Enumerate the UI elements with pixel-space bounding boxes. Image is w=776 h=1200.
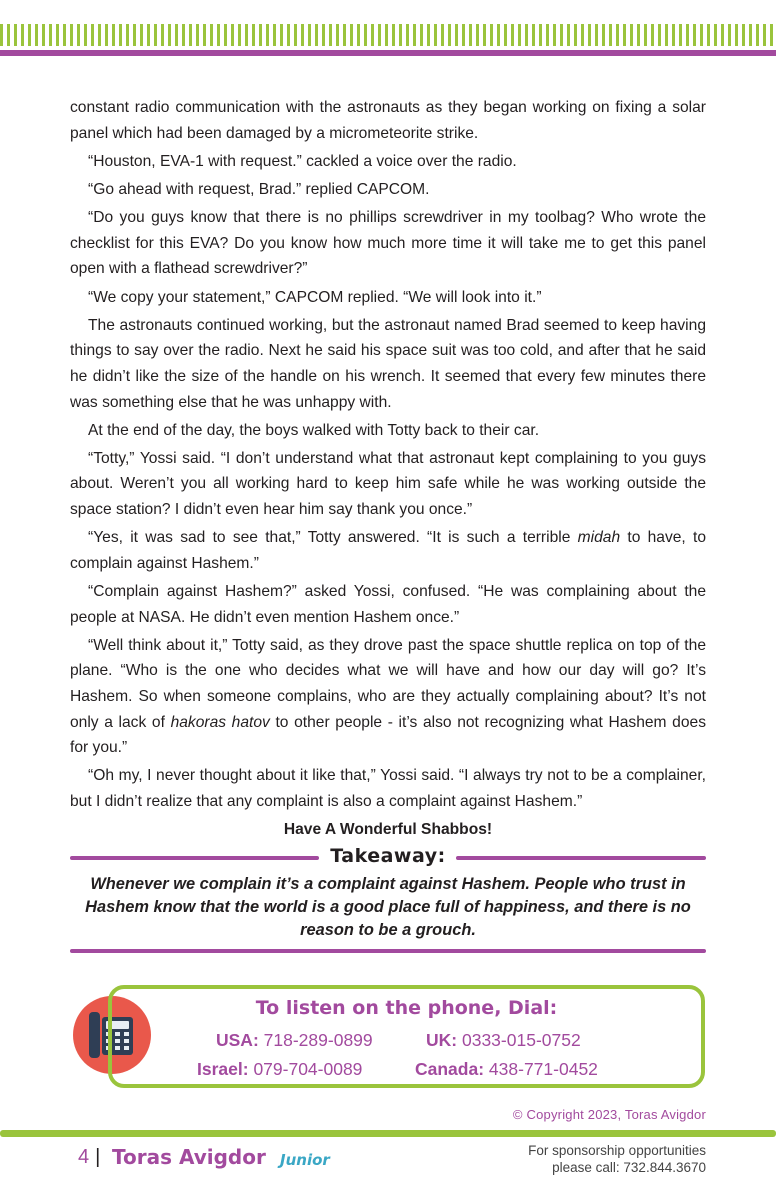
phone-number: 0333-015-0752	[461, 1030, 581, 1050]
story-paragraph: “Houston, EVA-1 with request.” cackled a voice over the radio.	[88, 152, 517, 170]
page-separator: |	[95, 1146, 101, 1168]
story-paragraph	[70, 525, 706, 576]
story-text	[70, 95, 706, 845]
takeaway-section	[70, 845, 706, 953]
country-label: Canada:	[415, 1059, 485, 1079]
footer-rule	[0, 1130, 776, 1137]
story-italic-term: midah	[577, 529, 621, 547]
header-rule	[0, 50, 776, 56]
country-label: USA:	[216, 1030, 259, 1050]
story-paragraph: The astronauts continued working, but the astronaut named Brad seemed to keep having things to say over the radio. Next he said his space suit was too cold, and after that he said he didn’t like the size of the handle on his wrench. It seemed that every few minutes there was something else that he was unhappy with.	[70, 316, 706, 411]
sponsor-line: For sponsorship opportunities	[528, 1143, 706, 1158]
phone-number: 718-289-0899	[263, 1030, 373, 1050]
phone-number: 079-704-0089	[253, 1059, 363, 1079]
story-paragraph: “Totty,” Yossi said. “I don’t understand what that astronaut kept complaining to you guys about. Weren’t you all working hard to keep him safe while he was working outside the space station? I didn’t even hear him say thank you once.”	[70, 449, 706, 519]
phone-number: 438-771-0452	[488, 1059, 598, 1079]
page-number-value: 4	[78, 1146, 90, 1168]
story-paragraph: “Complain against Hashem?” asked Yossi, confused. “He was complaining about the people at NASA. He didn’t even mention Hashem once.”	[70, 583, 706, 626]
takeaway-bottom-rule	[70, 949, 706, 953]
story-paragraph: At the end of the day, the boys walked with Totty back to their car.	[88, 421, 540, 439]
story-paragraph: constant radio communication with the astronauts as they began working on fixing a solar panel which had been damaged by a micrometeorite strike.	[70, 99, 706, 142]
israel-phone[interactable]	[197, 1059, 362, 1080]
story-text-run: to have, to complain against Hashem.”	[70, 529, 706, 572]
closing-greeting: Have A Wonderful Shabbos!	[283, 821, 493, 839]
country-label: UK:	[426, 1030, 458, 1050]
story-text-run: “Well think about it,” Totty said, as they drove past the space shuttle replica on top of the plane. “Who is the one who decides what we will have and how our day will go? It’s Hashem. So when someone complains, who are they actually complaining about? It’s not only a lack of	[70, 636, 706, 731]
takeaway-header	[70, 845, 706, 871]
takeaway-title: Takeaway:	[330, 845, 446, 867]
story-text-run: to other people - it’s also not recognizing what Hashem does for you.”	[70, 713, 706, 757]
story-paragraph: “Do you guys know that there is no phillips screwdriver in my toolbag? Who wrote the checklist for this EVA? Do you know how much more time it will take me to get this panel open with a flathead screwdriver?”	[70, 209, 706, 278]
story-paragraph: “We copy your statement,” CAPCOM replied. “We will look into it.”	[88, 288, 542, 306]
country-label: Israel:	[197, 1059, 249, 1079]
story-italic-term: hakoras hatov	[170, 713, 270, 731]
sponsorship-info	[528, 1142, 706, 1176]
story-paragraph: “Oh my, I never thought about it like that,” Yossi said. “I always try not to be a complainer, but I didn’t realize that any complaint is also a complaint against Hashem.”	[70, 767, 706, 810]
sponsor-line: please call: 732.844.3670	[552, 1160, 706, 1175]
canada-phone[interactable]	[415, 1059, 598, 1080]
takeaway-divider	[456, 856, 706, 860]
brand-junior: Junior	[280, 1151, 330, 1169]
story-paragraph: “Go ahead with request, Brad.” replied CAPCOM.	[88, 180, 430, 198]
story-text-run: “Yes, it was sad to see that,” Totty answered. “It is such a terrible	[88, 529, 578, 547]
phone-dial-box	[108, 985, 705, 1088]
uk-phone[interactable]	[426, 1030, 581, 1051]
usa-phone[interactable]	[216, 1030, 373, 1051]
takeaway-text: Whenever we complain it’s a complaint against Hashem. People who trust in Hashem know that the world is a good place full of happiness, and there is no reason to be a grouch.	[85, 875, 691, 939]
dial-title: To listen on the phone, Dial:	[255, 997, 558, 1019]
page-number	[78, 1146, 100, 1169]
header-tick-border	[0, 24, 776, 46]
copyright-notice: © Copyright 2023, Toras Avigdor	[512, 1107, 706, 1122]
brand-logo: Toras Avigdor	[112, 1145, 266, 1169]
story-paragraph	[70, 633, 706, 761]
